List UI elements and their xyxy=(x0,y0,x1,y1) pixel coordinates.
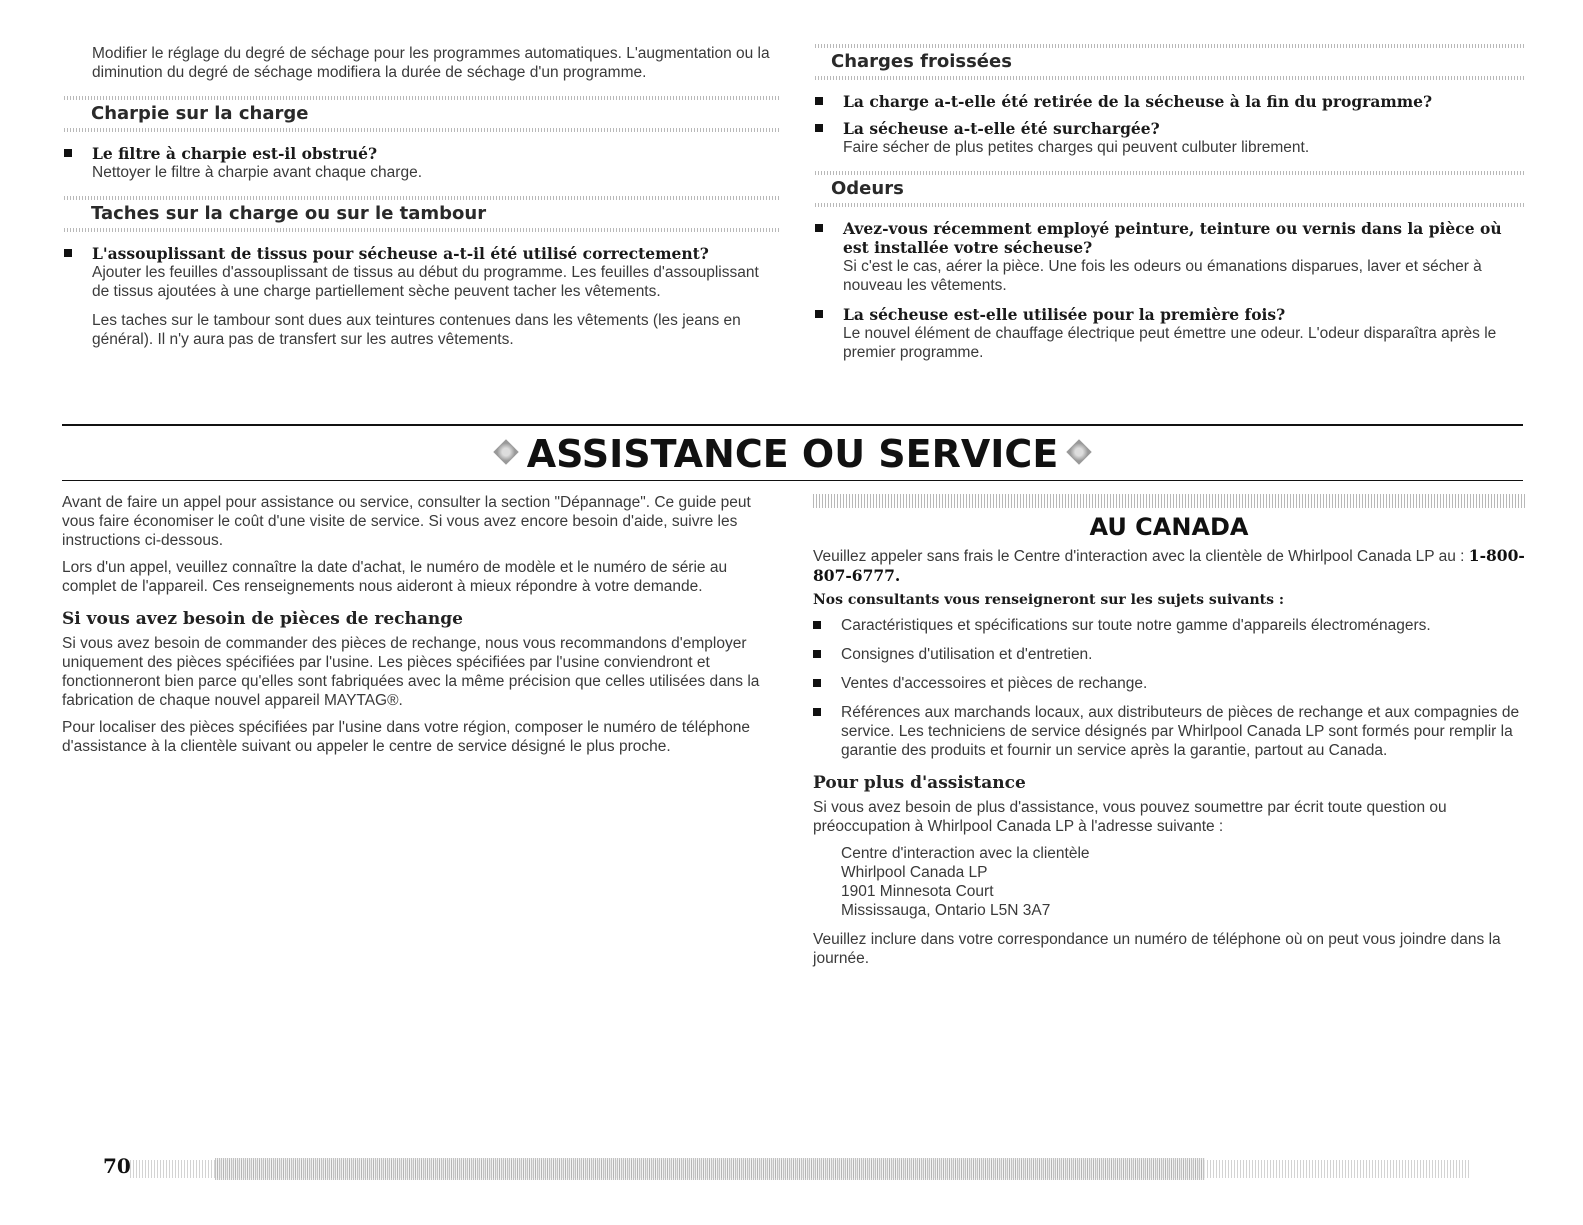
answer-text: Ajouter les feuilles d'assouplissant de tissus au début du programme. Les feuilles d'assouplissant de tissus ajoutées à une charge partiellement sèche peuvent tacher les vêtements. xyxy=(92,264,759,300)
square-bullet-icon xyxy=(815,224,823,232)
main-title xyxy=(62,430,1523,478)
question-item xyxy=(815,305,1525,362)
square-bullet-icon xyxy=(815,310,823,318)
square-bullet-icon xyxy=(813,621,821,629)
question-item xyxy=(815,119,1525,157)
list-item xyxy=(813,674,1525,693)
square-bullet-icon xyxy=(815,97,823,105)
diamond-icon xyxy=(1067,439,1092,464)
question-text: La sécheuse a-t-elle été surchargée? xyxy=(843,119,1160,138)
question-item xyxy=(64,144,779,182)
more-help-text: Si vous avez besoin de plus d'assistance, vous pouvez soumettre par écrit toute question ou préoccupation à Whirlpool Canada LP à l'adresse suivante : xyxy=(813,799,1447,835)
main-title-text: ASSISTANCE OU SERVICE xyxy=(526,432,1059,476)
square-bullet-icon xyxy=(813,650,821,658)
list-item-text: Références aux marchands locaux, aux distributeurs de pièces de rechange et aux compagnies de service. Les techniciens de service désignés par Whirlpool Canada LP sont formés pour remplir la garantie des produits et fournir un service après la garantie, partout au Canada. xyxy=(841,704,1520,759)
answer-text: Faire sécher de plus petites charges qui peuvent culbuter librement. xyxy=(843,139,1310,156)
square-bullet-icon xyxy=(813,679,821,687)
top-left-column xyxy=(64,44,779,349)
canada-title: AU CANADA xyxy=(1089,513,1249,541)
title-rule-bottom xyxy=(62,480,1523,481)
list-item xyxy=(813,645,1525,664)
question-item xyxy=(64,244,779,301)
question-text: L'assouplissant de tissus pour sécheuse a-t-il été utilisé correctement? xyxy=(92,244,709,263)
footer-pattern-dense xyxy=(215,1158,1205,1180)
square-bullet-icon xyxy=(64,249,72,257)
parts-text: Si vous avez besoin de commander des pièces de rechange, nous vous recommandons d'employer uniquement des pièces spécifiées par l'usine. Les pièces spécifiées par l'usine conviendront et fonctionneront bien parce qu'elles sont fabriquées avec la même précision que celles utilisées dans la fabrication de chaque nouvel appareil MAYTAG®. xyxy=(62,635,760,709)
answer-text: Le nouvel élément de chauffage électrique peut émettre une odeur. L'odeur disparaîtra après le premier programme. xyxy=(843,325,1497,361)
call-info: Lors d'un appel, veuillez connaître la date d'achat, le numéro de modèle et le numéro de série au complet de l'appareil. Ces renseignements nous aideront à mieux répondre à votre demande. xyxy=(62,559,728,595)
question-item xyxy=(815,92,1525,111)
question-text: Le filtre à charpie est-il obstrué? xyxy=(92,144,378,163)
divider xyxy=(815,76,1525,80)
divider xyxy=(64,228,779,232)
phone-number: 1-800-807-6777. xyxy=(813,546,1525,585)
canada-intro-text: Veuillez appeler sans frais le Centre d'interaction avec la clientèle de Whirlpool Canada LP au : xyxy=(813,548,1465,565)
stain-note: Les taches sur le tambour sont dues aux teintures contenues dans les vêtements (les jeans en général). Il n'y aura pas de transfert sur les autres vêtements. xyxy=(92,312,741,348)
list-item xyxy=(813,703,1525,760)
section-title-stains: Taches sur la charge ou sur le tambour xyxy=(91,203,487,224)
parts-locate-text: Pour localiser des pièces spécifiées par l'usine dans votre région, composer le numéro de téléphone d'assistance à la clientèle suivant ou appeler le centre de service désigné le plus proche. xyxy=(62,719,750,755)
square-bullet-icon xyxy=(64,149,72,157)
section-title-lint: Charpie sur la charge xyxy=(91,103,309,124)
top-right-column xyxy=(815,44,1525,362)
question-text: La sécheuse est-elle utilisée pour la première fois? xyxy=(843,305,1286,324)
title-rule-top xyxy=(62,424,1523,426)
more-help-title: Pour plus d'assistance xyxy=(813,773,1026,793)
closing-text: Veuillez inclure dans votre correspondance un numéro de téléphone où on peut vous joindre dans la journée. xyxy=(813,931,1501,967)
square-bullet-icon xyxy=(813,708,821,716)
bottom-right-column xyxy=(813,494,1525,968)
canada-intro xyxy=(813,546,1525,586)
bottom-left-column xyxy=(62,493,767,756)
question-text: Avez-vous récemment employé peinture, teinture ou vernis dans la pièce où est installée votre sécheuse? xyxy=(843,219,1502,257)
answer-text: Nettoyer le filtre à charpie avant chaque charge. xyxy=(92,164,422,181)
list-item-text: Ventes d'accessoires et pièces de rechange. xyxy=(841,675,1148,692)
divider xyxy=(815,203,1525,207)
parts-title: Si vous avez besoin de pièces de rechange xyxy=(62,609,463,629)
address-line: Whirlpool Canada LP xyxy=(841,864,988,881)
mailing-address xyxy=(813,844,1525,920)
drying-level-intro: Modifier le réglage du degré de séchage pour les programmes automatiques. L'augmentation ou la diminution du degré de séchage modifiera la durée de séchage d'un programme. xyxy=(92,45,770,81)
diamond-icon xyxy=(493,439,518,464)
list-item-text: Consignes d'utilisation et d'entretien. xyxy=(841,646,1093,663)
address-line: 1901 Minnesota Court xyxy=(841,883,994,900)
service-intro: Avant de faire un appel pour assistance ou service, consulter la section "Dépannage". Ce guide peut vous faire économiser le coût d'une visite de service. Si vous avez encore besoin d'aide, suivre les instructions ci-dessous. xyxy=(62,494,751,549)
page-number: 70 xyxy=(103,1154,131,1178)
question-text: La charge a-t-elle été retirée de la sécheuse à la fin du programme? xyxy=(843,92,1433,111)
question-item xyxy=(815,219,1525,295)
consult-title: Nos consultants vous renseigneront sur les sujets suivants : xyxy=(813,592,1285,608)
divider xyxy=(813,494,1525,508)
address-line: Mississauga, Ontario L5N 3A7 xyxy=(841,902,1051,919)
square-bullet-icon xyxy=(815,124,823,132)
section-title-wrinkled: Charges froissées xyxy=(831,51,1012,72)
list-item xyxy=(813,616,1525,635)
list-item-text: Caractéristiques et spécifications sur toute notre gamme d'appareils électroménagers. xyxy=(841,617,1431,634)
divider xyxy=(64,128,779,132)
answer-text: Si c'est le cas, aérer la pièce. Une fois les odeurs ou émanations disparues, laver et sécher à nouveau les vêtements. xyxy=(843,258,1482,294)
address-line: Centre d'interaction avec la clientèle xyxy=(841,845,1090,862)
section-title-odors: Odeurs xyxy=(831,178,904,199)
